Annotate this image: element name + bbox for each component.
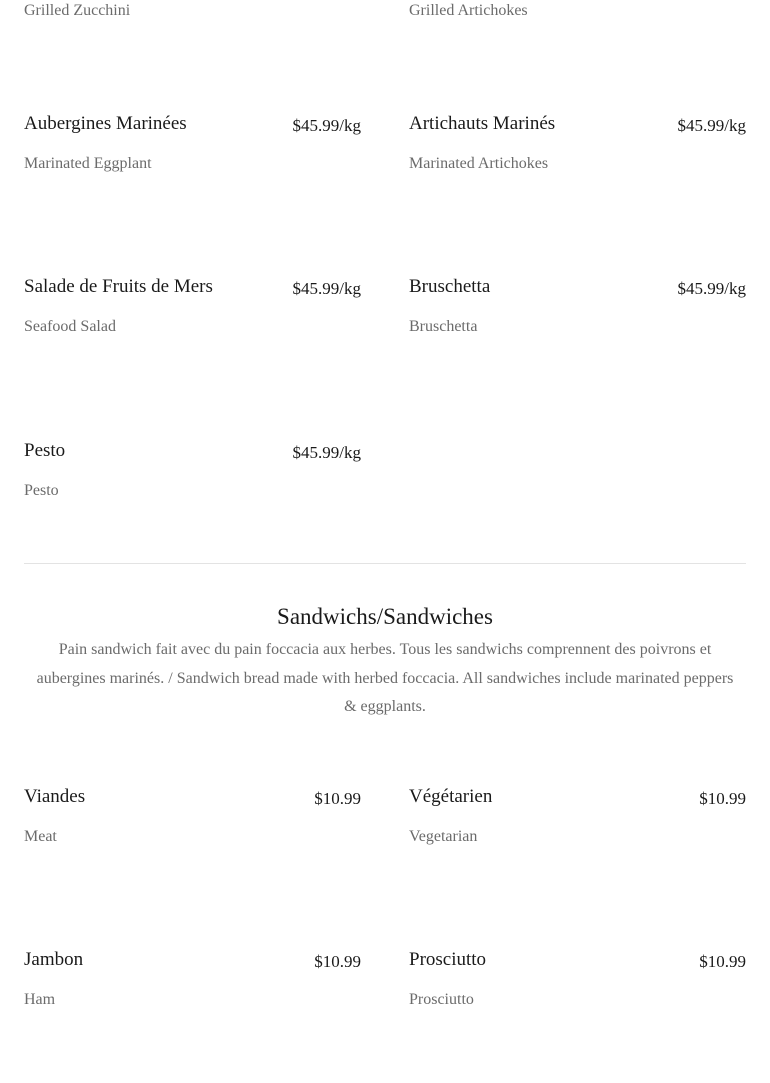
section-divider: [24, 563, 746, 564]
menu-item-name: Pesto: [24, 440, 66, 461]
menu-item-description: Grilled Artichokes: [409, 2, 528, 19]
section-description: Pain sandwich fait avec du pain foccacia aux herbes. Tous les sandwichs comprennent des poivrons et aubergines marinés. / Sandwich bread made with herbed foccacia. All sandwiches include marinated peppers & eggplants.: [36, 641, 734, 715]
menu-item-name: Salade de Fruits de Mers: [24, 276, 213, 297]
menu-item-name: Prosciutto: [409, 949, 487, 970]
menu-item-price: $45.99/kg: [677, 116, 746, 135]
menu-item-name: Végétarien: [409, 786, 493, 807]
section-title: Sandwichs/Sandwiches: [277, 604, 493, 629]
menu-item-description: Vegetarian: [409, 828, 478, 845]
menu-item-description: Ham: [24, 991, 56, 1008]
menu-item-price: $45.99/kg: [292, 116, 361, 135]
menu-item-description: Bruschetta: [409, 318, 478, 335]
menu-item-description: Marinated Artichokes: [409, 155, 549, 172]
menu-item-price: $10.99: [699, 952, 746, 971]
menu-item-price: $45.99/kg: [292, 443, 361, 462]
menu-item-name: Viandes: [24, 786, 86, 807]
menu-item-description: Prosciutto: [409, 991, 474, 1008]
menu-item-description: Pesto: [24, 482, 59, 499]
menu-item-name: Bruschetta: [409, 276, 491, 297]
menu-item-description: Meat: [24, 828, 57, 845]
menu-item-price: $10.99: [314, 789, 361, 808]
menu-item-price: $45.99/kg: [292, 279, 361, 298]
menu-item-name: Aubergines Marinées: [24, 113, 187, 134]
menu-item-price: $45.99/kg: [677, 279, 746, 298]
menu-item-price: $10.99: [699, 789, 746, 808]
menu-item-description: Grilled Zucchini: [24, 2, 131, 19]
menu-item-name: Artichauts Marinés: [409, 113, 556, 134]
menu-item-description: Marinated Eggplant: [24, 155, 152, 172]
menu-item-name: Jambon: [24, 949, 84, 970]
menu-item-price: $10.99: [314, 952, 361, 971]
menu-item-description: Seafood Salad: [24, 318, 116, 335]
